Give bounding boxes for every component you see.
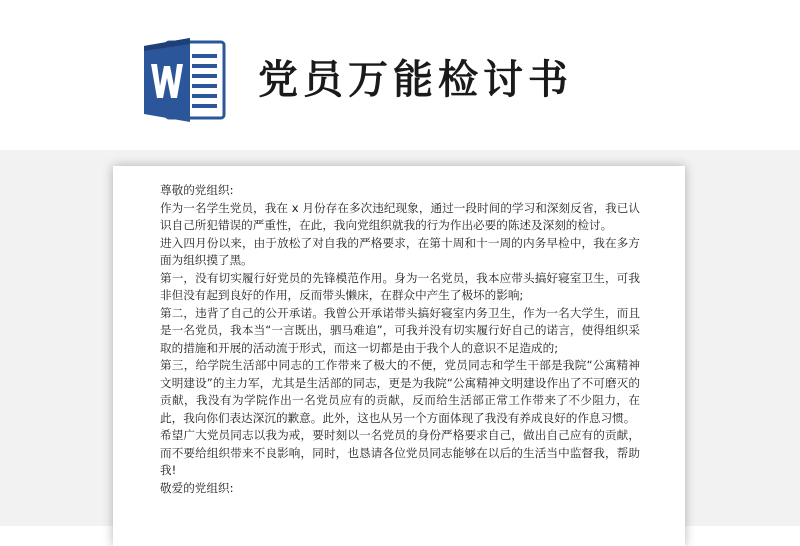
paragraph: 作为一名学生党员，我在 x 月份存在多次违纪现象，通过一段时间的学习和深刻反省，我已认识自己所犯错误的严重性，在此，我向党组织就我的行为作出必要的陈述及深刻的检讨。 bbox=[160, 200, 640, 232]
paragraph: 进入四月份以来，由于放松了对自我的严格要求，在第十周和十一周的内务早检中，我在多方面为组织摸了黑。 bbox=[160, 235, 640, 267]
salutation: 尊敬的党组织: bbox=[160, 183, 234, 197]
paragraph: 第一，没有切实履行好党员的先锋模范作用。身为一名党员，我本应带头搞好寝室卫生，可我非但没有起到良好的作用，反而带头懒床，在群众中产生了极坏的影响; bbox=[160, 270, 640, 302]
paragraph: 希望广大党员同志以我为戒，要时刻以一名党员的身份严格要求自己，做出自己应有的贡献，而不要给组织带来不良影响，同时，也恳请各位党员同志能够在以后的生活当中监督我，帮助我! bbox=[160, 428, 640, 477]
salutation: 敬爱的党组织: bbox=[160, 480, 234, 495]
document-body bbox=[160, 182, 640, 497]
paragraph: 第三，给学院生活部中同志的工作带来了极大的不便，党员同志和学生干部是我院“公寓精神文明建设”的主力军，尤其是生活部的同志，更是为我院“公寓精神文明建设作出了不可磨灭的贡献，我没有为学院作出一名党员应有的贡献，反而给生活部正常工作带来了不少阻力，在此，我向你们表达深沉的歉意。此外，这也从另一个方面体现了我没有养成良好的作息习惯。 bbox=[160, 358, 640, 425]
word-document-icon bbox=[142, 34, 228, 126]
page-title: 党员万能检讨书 bbox=[258, 57, 573, 103]
header-banner bbox=[0, 0, 800, 160]
paragraph: 第二，违背了自己的公开承诺。我曾公开承诺带头搞好寝室内务卫生，作为一名大学生，而且是一名党员，我本当“一言既出，驷马难追”，可我并没有切实履行好自己的诺言，使得组织采取的措施和开展的活动流于形式，而这一切都是由于我个人的意识不足造成的; bbox=[160, 305, 640, 355]
